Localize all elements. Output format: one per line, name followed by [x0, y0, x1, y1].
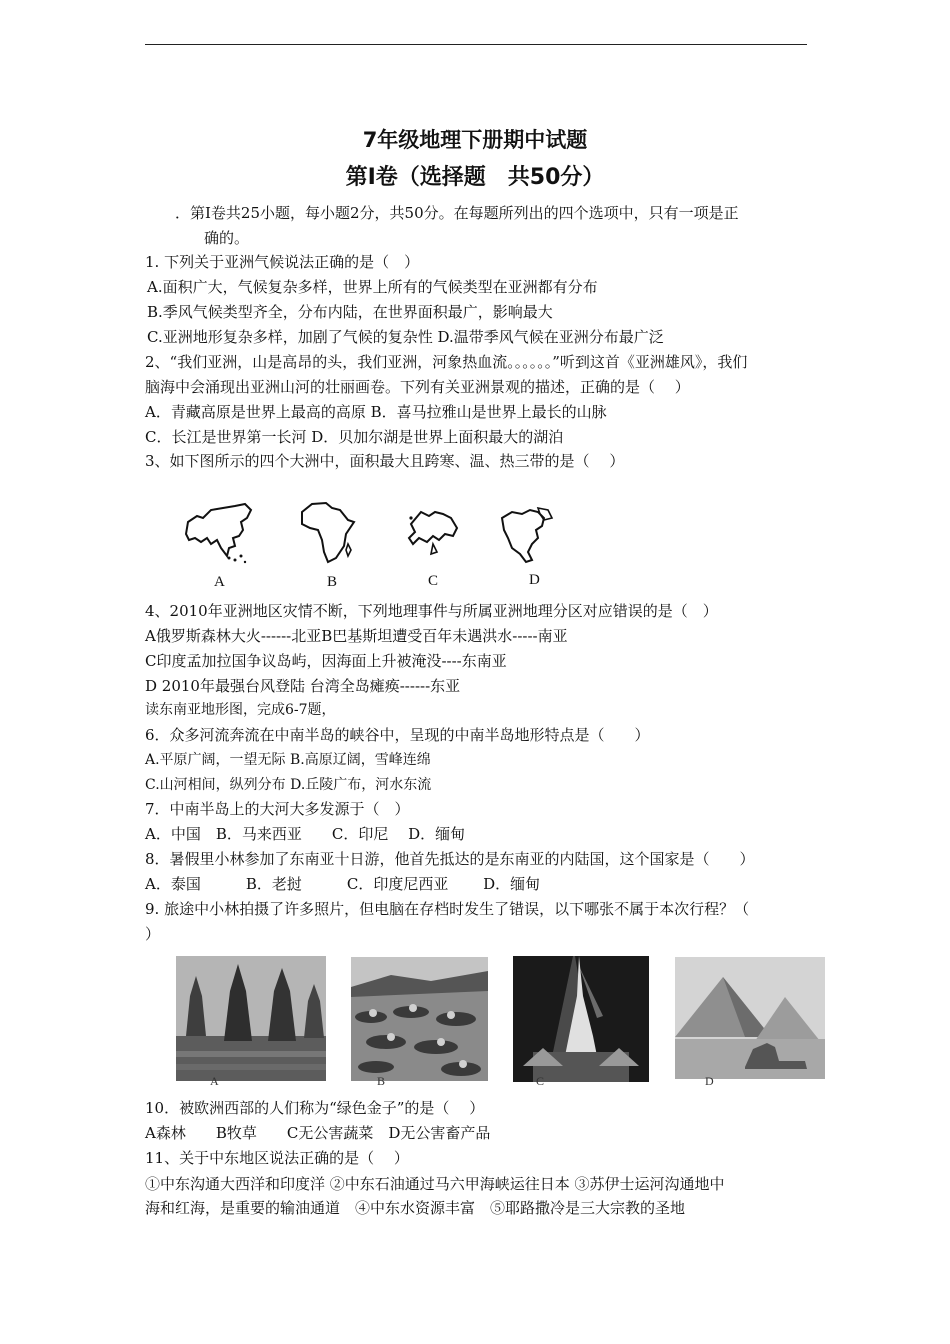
question-3: 3、如下图所示的四个大洲中，面积最大且跨寒、温、热三带的是（ ） — [145, 452, 625, 470]
map-label-c: C — [428, 573, 439, 589]
exam-title: 7年级地理下册期中试题 — [362, 128, 588, 152]
question-6: 6．众多河流奔流在中南半岛的峡谷中，呈现的中南半岛地形特点是（ ） — [145, 726, 650, 744]
q11-statements-line-1: ①中东沟通大西洋和印度洋 ②中东石油通过马六甲海峡运往日本 ③苏伊士运河沟通地中 — [145, 1175, 725, 1193]
question-11: 11、关于中东地区说法正确的是（ ） — [145, 1149, 409, 1167]
photo-label-b: B — [377, 1074, 386, 1088]
photo-label-c: C — [536, 1074, 545, 1088]
photo-label-a: A — [210, 1074, 219, 1088]
question-2-line-2: 脑海中会涌现出亚洲山河的壮丽画卷。下列有关亚洲景观的描述，正确的是（ ） — [145, 378, 690, 396]
europe-map-image — [405, 508, 460, 558]
q10-options: A森林 B牧草 C无公害蔬菜 D无公害畜产品 — [145, 1124, 491, 1142]
reading-instruction: 读东南亚地形图，完成6-7题， — [145, 702, 336, 718]
q6-options-cd: C.山河相间，纵列分布 D.丘陵广布，河水东流 — [145, 777, 432, 793]
question-9-line-2: ） — [145, 925, 161, 943]
instruction-line-1: ．第Ⅰ卷共25小题，每小题2分，共50分。在每题所列出的四个选项中，只有一项是正 — [175, 204, 739, 222]
photo-label-d: D — [705, 1074, 714, 1088]
north-america-map-image — [498, 504, 556, 568]
q6-options-ab: A.平原广阔，一望无际 B.高原辽阔，雪峰连绵 — [145, 752, 431, 768]
map-label-d: D — [529, 572, 540, 588]
pagoda-night-photo — [513, 956, 649, 1082]
pyramid-sphinx-photo — [675, 957, 825, 1079]
q1-option-cd: C.亚洲地形复杂多样，加剧了气候的复杂性 D.温带季风气候在亚洲分布最广泛 — [147, 328, 664, 346]
question-7: 7．中南半岛上的大河大多发源于（ ） — [145, 800, 410, 818]
q8-options: A．泰国 B．老挝 C．印度尼西亚 D．缅甸 — [145, 875, 541, 893]
question-8: 8．暑假里小林参加了东南亚十日游，他首先抵达的是东南亚的内陆国，这个国家是（ ） — [145, 850, 755, 868]
question-1: 1. 下列关于亚洲气候说法正确的是（ ） — [145, 253, 420, 271]
question-4: 4、2010年亚洲地区灾情不断，下列地理事件与所属亚洲地理分区对应错误的是（ ） — [145, 602, 718, 620]
q11-statements-line-2: 海和红海，是重要的输油通道 ④中东水资源丰富 ⑤耶路撒冷是三大宗教的圣地 — [145, 1199, 686, 1217]
q2-options-cd: C．长江是世界第一长河 D．贝加尔湖是世界上面积最大的湖泊 — [145, 428, 564, 446]
africa-map-image — [298, 500, 356, 566]
q2-options-ab: A．青藏高原是世界上最高的高原 B．喜马拉雅山是世界上最长的山脉 — [145, 403, 607, 421]
q4-option-ab: A俄罗斯森林大火------北亚B巴基斯坦遭受百年未遇洪水-----南亚 — [145, 627, 568, 645]
question-9-line-1: 9. 旅途中小林拍摄了许多照片，但电脑在存档时发生了错误，以下哪张不属于本次行程？（ — [145, 900, 750, 918]
question-10: 10．被欧洲西部的人们称为“绿色金子”的是（ ） — [145, 1099, 485, 1117]
temple-photo — [176, 956, 326, 1081]
map-label-a: A — [214, 574, 225, 590]
q1-option-a: A.面积广大，气候复杂多样，世界上所有的气候类型在亚洲都有分布 — [147, 278, 598, 296]
section-title: 第Ⅰ卷（选择题 共50分） — [345, 165, 605, 190]
asia-map-image — [183, 498, 255, 568]
q7-options: A．中国 B．马来西亚 C．印尼 D．缅甸 — [145, 825, 466, 843]
q4-option-c: C印度孟加拉国争议岛屿，因海面上升被淹没----东南亚 — [145, 652, 507, 670]
q4-option-d: D 2010年最强台风登陆 台湾全岛瘫痪------东亚 — [145, 677, 461, 695]
map-label-b: B — [327, 574, 338, 590]
q1-option-b: B.季风气候类型齐全，分布内陆，在世界面积最广，影响最大 — [147, 303, 553, 321]
question-2-line-1: 2、“我们亚洲，山是高昂的头，我们亚洲，河象热血流。。。。。。”听到这首《亚洲雄风》，我们 — [145, 353, 748, 371]
floating-market-photo — [351, 957, 488, 1081]
header-rule — [145, 44, 807, 45]
instruction-line-2: 确的。 — [204, 229, 250, 247]
